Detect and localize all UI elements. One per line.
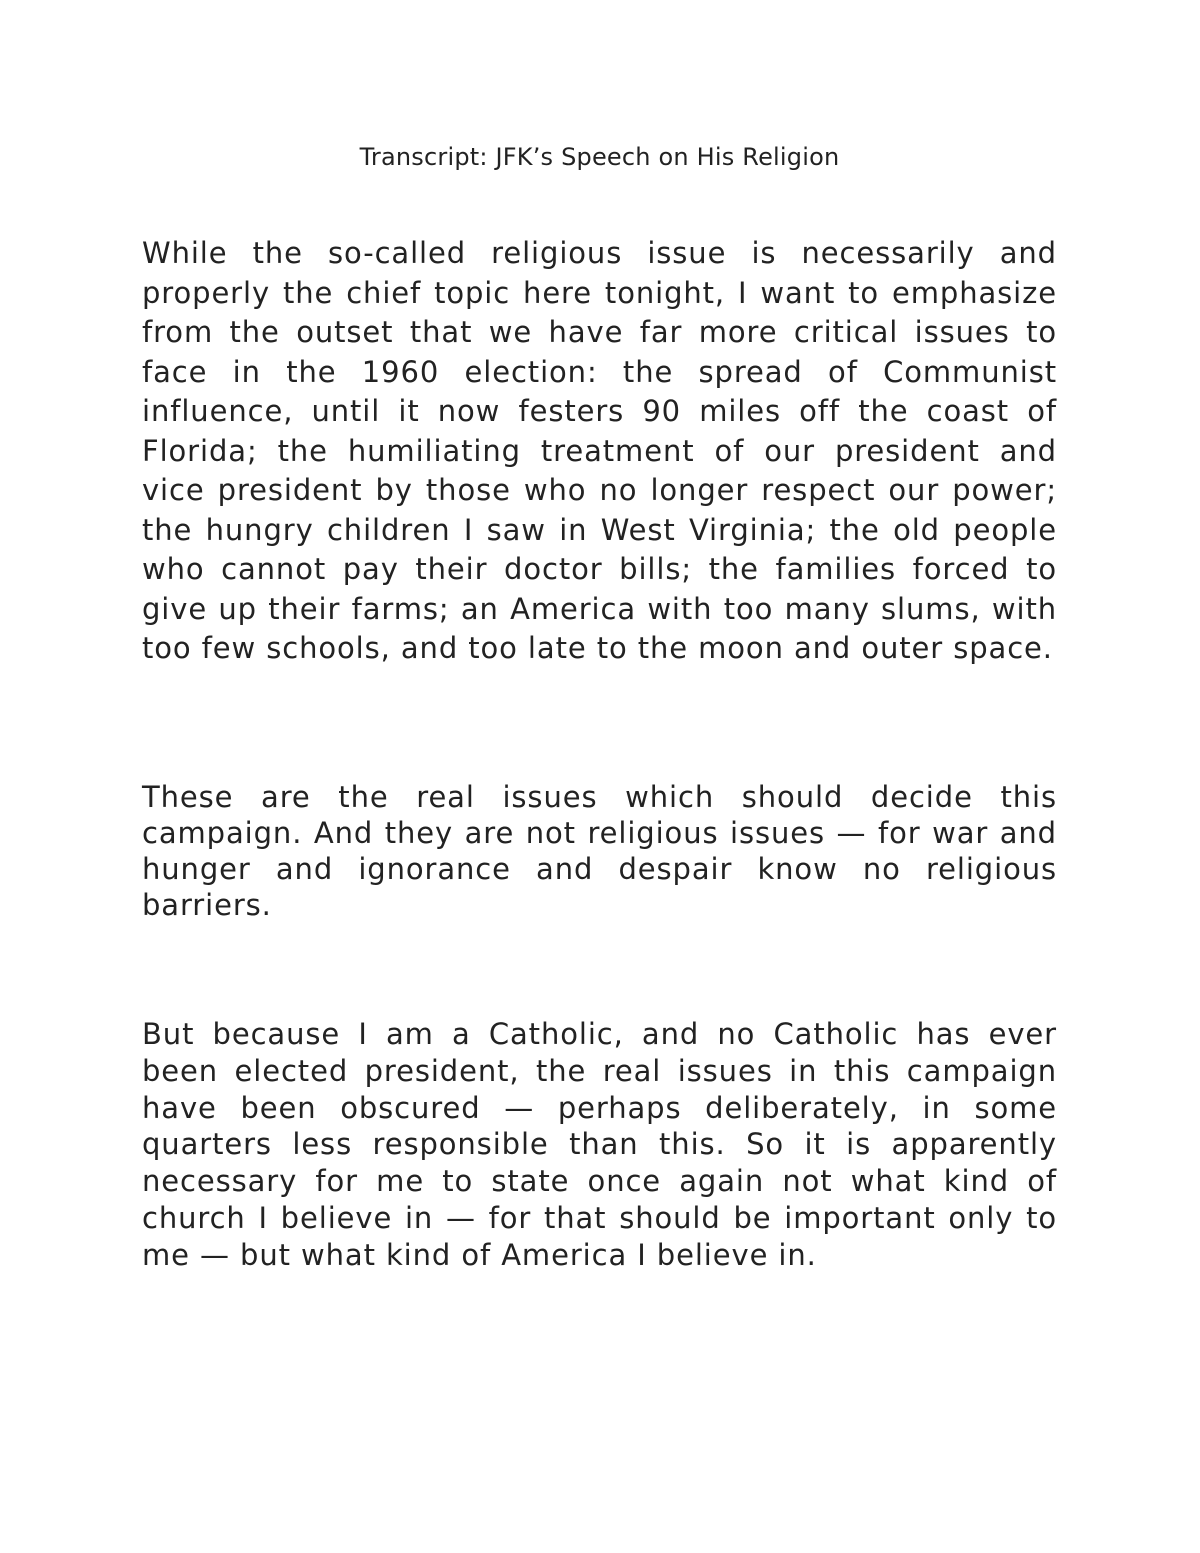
document-title: Transcript: JFK’s Speech on His Religion: [359, 143, 840, 171]
paragraph-1: While the so-called religious issue is necessarily and properly the chief topic here tonight, I want to emphasize from the outset that we have far more critical issues to face in the 1960 election: the spread of Communist influence, until it now festers 90 miles off the coast of Florida; the humiliating treatment of our president and vice president by those who no longer respect our power; the hungry children I saw in West Virginia; the old people who cannot pay their doctor bills; the families forced to give up their farms; an America with too many slums, with too few schools, and too late to the moon and outer space.: [142, 236, 1057, 665]
paragraph-2: These are the real issues which should decide this campaign. And they are not religious issues — for war and hunger and ignorance and despair know no religious barriers.: [142, 780, 1057, 922]
paragraph-3: But because I am a Catholic, and no Catholic has ever been elected president, the real issues in this campaign have been obscured — perhaps deliberately, in some quarters less responsible than this. So it is apparently necessary for me to state once again not what kind of church I believe in — for that should be important only to me — but what kind of America I believe in.: [142, 1017, 1057, 1272]
